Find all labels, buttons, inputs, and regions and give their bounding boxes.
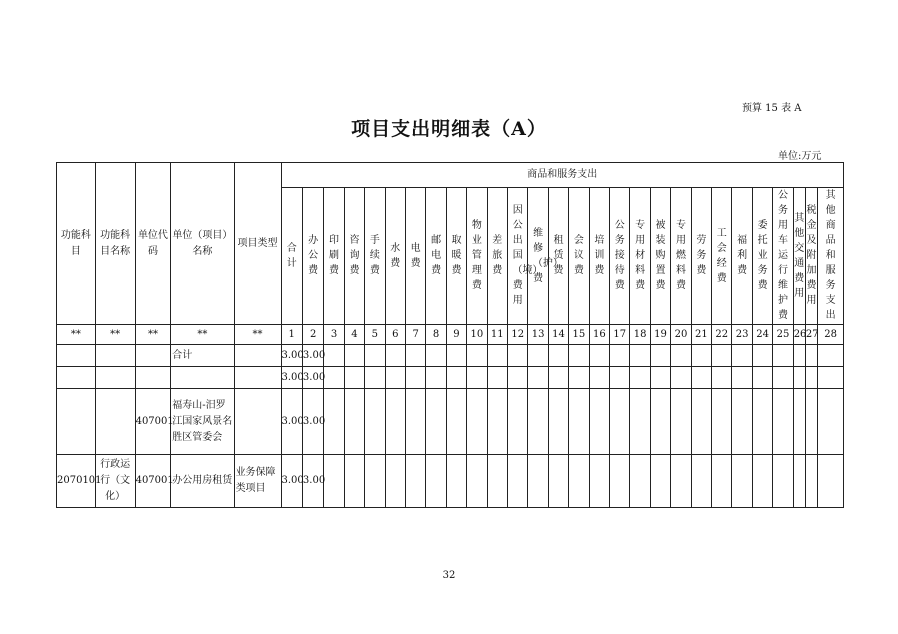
function-code-cell: [57, 389, 96, 455]
index-cell: **: [135, 325, 171, 345]
header-col-5: 手续费: [365, 188, 385, 325]
project-type-cell: [234, 345, 281, 367]
project-expenditure-table: [56, 162, 844, 508]
index-cell: 25: [773, 325, 793, 345]
header-function-name: 功能科目名称: [95, 163, 135, 325]
unit-name-cell: [171, 367, 234, 389]
header-col-26: 其他交通费用: [793, 188, 805, 325]
unit-name-cell: 合计: [171, 345, 234, 367]
index-cell: 16: [589, 325, 609, 345]
header-col-25: 公务用车运行维护费: [773, 188, 793, 325]
header-col-17: 公务接待费: [610, 188, 630, 325]
unit-code-cell: 407001: [135, 389, 171, 455]
index-cell: 9: [446, 325, 466, 345]
index-cell: 10: [467, 325, 487, 345]
unit-name-cell: 办公用房租赁: [171, 455, 234, 508]
function-code-cell: 2070101: [57, 455, 96, 508]
index-cell: 17: [610, 325, 630, 345]
function-code-cell: [57, 367, 96, 389]
office-fee-cell: 3.00: [302, 367, 323, 389]
project-type-cell: 业务保障类项目: [234, 455, 281, 508]
header-col-8: 邮电费: [426, 188, 446, 325]
function-code-cell: [57, 345, 96, 367]
index-cell: 2: [302, 325, 323, 345]
index-row: [57, 325, 844, 345]
office-fee-cell: 3.00: [302, 345, 323, 367]
index-cell: 11: [487, 325, 507, 345]
header-goods-services: 商品和服务支出: [281, 163, 844, 188]
table-row: [57, 345, 844, 367]
index-cell: **: [95, 325, 135, 345]
index-cell: 23: [732, 325, 752, 345]
header-col-23: 福利费: [732, 188, 752, 325]
total-cell: 3.00: [281, 367, 302, 389]
table-row: [57, 367, 844, 389]
index-cell: 7: [405, 325, 425, 345]
header-group-row: [57, 163, 844, 188]
function-name-cell: 行政运行（文化）: [95, 455, 135, 508]
header-col-18: 专用材料费: [630, 188, 650, 325]
header-unit-code: 单位代码: [135, 163, 171, 325]
header-col-2: 办公费: [302, 188, 323, 325]
index-cell: 1: [281, 325, 302, 345]
header-col-22: 工会经费: [712, 188, 732, 325]
header-function-code: 功能科目: [57, 163, 96, 325]
header-col-12: 因公出国（境）费用: [508, 188, 528, 325]
index-cell: 8: [426, 325, 446, 345]
table-number-note: 预算 15 表 A: [742, 103, 802, 114]
header-col-7: 电费: [405, 188, 425, 325]
function-name-cell: [95, 345, 135, 367]
header-col-14: 租赁费: [548, 188, 568, 325]
header-col-21: 劳务费: [691, 188, 711, 325]
office-fee-cell: 3.00: [302, 389, 323, 455]
index-cell: **: [57, 325, 96, 345]
unit-name-cell: 福寿山-汨罗江国家风景名胜区管委会: [171, 389, 234, 455]
office-fee-cell: 3.00: [302, 455, 323, 508]
unit-label: 单位:万元: [778, 151, 822, 162]
total-cell: 3.00: [281, 389, 302, 455]
index-cell: 28: [818, 325, 844, 345]
index-cell: 21: [691, 325, 711, 345]
header-col-24: 委托业务费: [752, 188, 772, 325]
header-project-type: 项目类型: [234, 163, 281, 325]
index-cell: 12: [508, 325, 528, 345]
index-cell: 24: [752, 325, 772, 345]
header-col-10: 物业管理费: [467, 188, 487, 325]
header-col-6: 水费: [385, 188, 405, 325]
index-cell: 13: [528, 325, 548, 345]
index-cell: 3: [324, 325, 344, 345]
index-cell: 20: [671, 325, 691, 345]
index-cell: 15: [569, 325, 589, 345]
index-cell: 6: [385, 325, 405, 345]
header-col-15: 会议费: [569, 188, 589, 325]
page-title: 项目支出明细表（A）: [351, 118, 547, 140]
index-cell: 4: [344, 325, 364, 345]
page-number: 32: [442, 570, 456, 581]
total-cell: 3.00: [281, 455, 302, 508]
total-cell: 3.00: [281, 345, 302, 367]
index-cell: **: [234, 325, 281, 345]
header-col-11: 差旅费: [487, 188, 507, 325]
header-col-28: 其他商品和服务支出: [818, 188, 844, 325]
index-cell: 14: [548, 325, 568, 345]
header-col-27: 税金及附加费用: [805, 188, 817, 325]
unit-code-cell: [135, 367, 171, 389]
index-cell: 5: [365, 325, 385, 345]
header-col-9: 取暖费: [446, 188, 466, 325]
index-cell: 18: [630, 325, 650, 345]
header-col-1: 合计: [281, 188, 302, 325]
function-name-cell: [95, 389, 135, 455]
header-col-20: 专用燃料费: [671, 188, 691, 325]
index-cell: 19: [650, 325, 670, 345]
unit-code-cell: 407001: [135, 455, 171, 508]
header-col-13: 维修（护）费: [528, 188, 548, 325]
index-cell: 22: [712, 325, 732, 345]
function-name-cell: [95, 367, 135, 389]
project-type-cell: [234, 367, 281, 389]
index-cell: 26: [793, 325, 805, 345]
table-row: [57, 389, 844, 455]
project-type-cell: [234, 389, 281, 455]
index-cell: **: [171, 325, 234, 345]
table-row: [57, 455, 844, 508]
header-col-16: 培训费: [589, 188, 609, 325]
header-col-3: 印刷费: [324, 188, 344, 325]
header-unit-name: 单位（项目）名称: [171, 163, 234, 325]
unit-code-cell: [135, 345, 171, 367]
header-col-4: 咨询费: [344, 188, 364, 325]
index-cell: 27: [805, 325, 817, 345]
header-col-19: 被装购置费: [650, 188, 670, 325]
